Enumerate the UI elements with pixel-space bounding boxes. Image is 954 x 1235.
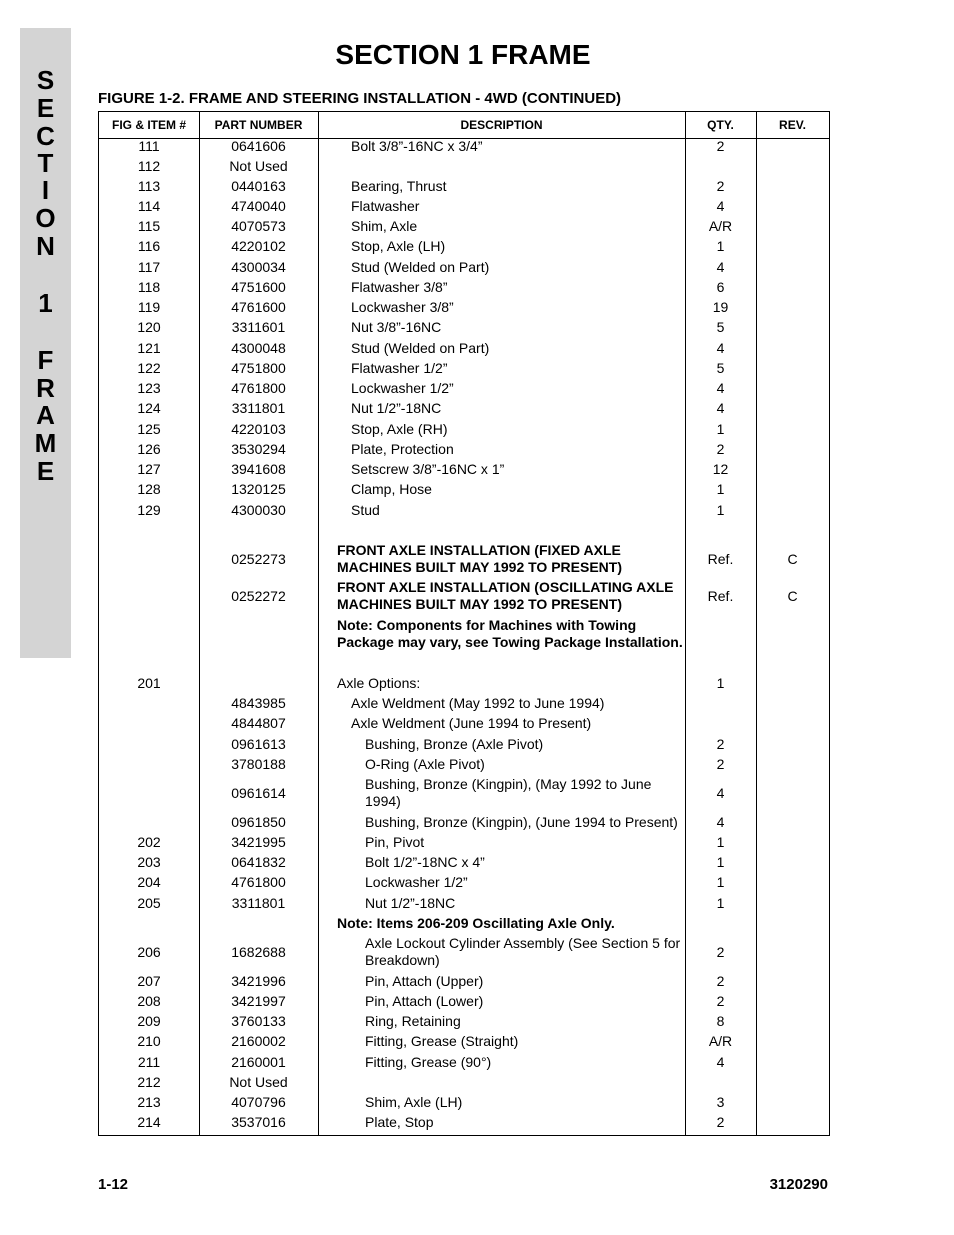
- fig-item-cell: [99, 542, 199, 576]
- side-tab-letter: C: [36, 121, 55, 151]
- description-cell: Plate, Stop: [365, 1114, 434, 1130]
- fig-item-cell: 205: [137, 895, 161, 911]
- description-cell: Lockwasher 1/2”: [351, 380, 454, 396]
- part-number-cell: 4220102: [231, 238, 286, 254]
- fig-item-cell: [99, 756, 199, 773]
- part-number-cell: 4300034: [231, 259, 286, 275]
- fig-item-cell: 210: [137, 1033, 161, 1049]
- part-number-cell: 1682688: [231, 944, 286, 960]
- part-number-cell: 4761800: [231, 380, 286, 396]
- part-number-cell: 4761600: [231, 299, 286, 315]
- side-tab-letter: S: [36, 65, 55, 95]
- qty-cell: 2: [716, 973, 725, 989]
- fig-item-cell: 124: [137, 400, 161, 416]
- part-number-cell: 1320125: [231, 481, 286, 497]
- rev-cell: [756, 400, 829, 417]
- rev-cell: [756, 259, 829, 276]
- fig-item-cell: [99, 814, 199, 831]
- part-number-cell: 4844807: [231, 715, 286, 731]
- fig-item-cell: 126: [137, 441, 161, 457]
- header-rev: REV.: [779, 118, 806, 132]
- rev-cell: C: [787, 588, 798, 604]
- qty-cell: 2: [716, 944, 725, 960]
- fig-item-cell: [99, 915, 199, 932]
- part-number-cell: 4761800: [231, 874, 286, 890]
- fig-item-cell: 208: [137, 993, 161, 1009]
- qty-cell: 4: [716, 259, 725, 275]
- rev-cell: [756, 617, 829, 651]
- rev-cell: [756, 279, 829, 296]
- description-cell: Clamp, Hose: [351, 481, 432, 497]
- part-number-cell: 3421997: [231, 993, 286, 1009]
- fig-item-cell: 112: [137, 158, 161, 174]
- qty-cell: 2: [716, 178, 725, 194]
- qty-cell: 2: [716, 736, 725, 752]
- description-cell: Pin, Attach (Lower): [365, 993, 484, 1009]
- description-cell: Bolt 1/2”-18NC x 4”: [365, 854, 485, 870]
- description-cell: Bolt 3/8”-16NC x 3/4”: [351, 138, 483, 154]
- description-cell: FRONT AXLE INSTALLATION (FIXED AXLE MACHINES BUILT MAY 1992 TO PRESENT): [337, 542, 622, 575]
- part-number-cell: [199, 675, 318, 692]
- figure-title: FIGURE 1-2. FRAME AND STEERING INSTALLATION - 4WD (CONTINUED): [98, 90, 622, 107]
- description-cell: Lockwasher 3/8”: [351, 299, 454, 315]
- rev-cell: [756, 895, 829, 912]
- part-number-cell: 4843985: [231, 695, 286, 711]
- rev-cell: [756, 1074, 829, 1091]
- description-cell: Setscrew 3/8”-16NC x 1”: [351, 461, 505, 477]
- header-qty: QTY.: [707, 118, 734, 132]
- qty-cell: 1: [716, 421, 725, 437]
- part-number-cell: 0252272: [231, 588, 286, 604]
- rev-cell: [756, 854, 829, 871]
- rev-cell: [756, 481, 829, 498]
- rev-cell: [756, 319, 829, 336]
- fig-item-cell: 117: [137, 259, 161, 275]
- description-cell: Bushing, Bronze (Kingpin), (June 1994 to Present): [365, 814, 678, 830]
- section-title: SECTION 1 FRAME: [335, 39, 591, 70]
- description-cell: Axle Weldment (June 1994 to Present): [351, 715, 592, 731]
- parts-table: [98, 111, 830, 1136]
- qty-cell: [685, 715, 756, 732]
- fig-item-cell: [99, 579, 199, 613]
- part-number-cell: 4070573: [231, 218, 286, 234]
- part-number-cell: 3311601: [231, 319, 286, 335]
- description-cell: Stop, Axle (LH): [351, 238, 446, 254]
- part-number-cell: 2160002: [231, 1033, 286, 1049]
- side-tab-letter: E: [36, 93, 55, 123]
- qty-cell: Ref.: [707, 551, 734, 567]
- fig-item-cell: 118: [137, 279, 161, 295]
- fig-item-cell: 204: [137, 874, 161, 890]
- part-number-cell: 3311801: [231, 400, 286, 416]
- fig-item-cell: 114: [137, 198, 161, 214]
- fig-item-cell: 211: [137, 1054, 161, 1070]
- rev-cell: [756, 756, 829, 773]
- rev-cell: [756, 715, 829, 732]
- qty-cell: 2: [716, 993, 725, 1009]
- rev-cell: [756, 1114, 829, 1131]
- fig-item-cell: 122: [137, 360, 161, 376]
- fig-item-cell: 203: [137, 854, 161, 870]
- description-cell: Shim, Axle: [351, 218, 418, 234]
- part-number-cell: Not Used: [229, 158, 288, 174]
- rev-cell: [756, 138, 829, 155]
- qty-cell: 1: [716, 895, 725, 911]
- description-cell: [337, 158, 685, 175]
- qty-cell: 4: [716, 785, 725, 801]
- part-number-cell: 2160001: [231, 1054, 286, 1070]
- qty-cell: Ref.: [707, 588, 734, 604]
- rev-cell: [756, 915, 829, 932]
- description-cell: Bushing, Bronze (Axle Pivot): [365, 736, 544, 752]
- qty-cell: 12: [712, 461, 729, 477]
- description-cell: Fitting, Grease (90°): [365, 1054, 492, 1070]
- part-number-cell: 0641832: [231, 854, 286, 870]
- rev-cell: [756, 238, 829, 255]
- part-number-cell: 3421995: [231, 834, 286, 850]
- rev-cell: [756, 1094, 829, 1111]
- description-cell: Shim, Axle (LH): [365, 1094, 463, 1110]
- qty-cell: [685, 695, 756, 712]
- qty-cell: 4: [716, 1054, 725, 1070]
- fig-item-cell: 113: [137, 178, 161, 194]
- side-tab-letter: E: [36, 456, 55, 486]
- description-cell: Bearing, Thrust: [351, 178, 447, 194]
- part-number-cell: [199, 617, 318, 651]
- part-number-cell: 3941608: [231, 461, 286, 477]
- rev-cell: [756, 380, 829, 397]
- description-cell: Stud (Welded on Part): [351, 340, 490, 356]
- part-number-cell: 4300030: [231, 502, 286, 518]
- part-number-cell: 3537016: [231, 1114, 286, 1130]
- fig-item-cell: [99, 695, 199, 712]
- qty-cell: 2: [716, 138, 725, 154]
- description-cell: FRONT AXLE INSTALLATION (OSCILLATING AXLE MACHINES BUILT MAY 1992 TO PRESENT): [337, 579, 674, 612]
- fig-item-cell: 111: [138, 138, 160, 154]
- side-tab-letter: I: [41, 175, 50, 205]
- description-cell: Flatwasher 3/8”: [351, 279, 448, 295]
- part-number-cell: 0961613: [231, 736, 286, 752]
- description-cell: Axle Weldment (May 1992 to June 1994): [351, 695, 605, 711]
- rev-cell: [756, 973, 829, 990]
- qty-cell: 6: [716, 279, 725, 295]
- rev-cell: [756, 158, 829, 175]
- qty-cell: 19: [712, 299, 729, 315]
- qty-cell: 1: [716, 481, 725, 497]
- side-tab-letter: N: [36, 231, 55, 261]
- fig-item-cell: 125: [137, 421, 161, 437]
- qty-cell: 2: [716, 441, 725, 457]
- rev-cell: [756, 675, 829, 692]
- side-tab-letter: 1: [38, 288, 53, 318]
- qty-cell: 1: [716, 854, 725, 870]
- qty-cell: 5: [716, 360, 725, 376]
- description-cell: Stud (Welded on Part): [351, 259, 490, 275]
- fig-item-cell: 123: [137, 380, 161, 396]
- rev-cell: [756, 993, 829, 1010]
- description-cell: Note: Components for Machines with Towing Package may vary, see Towing Package Installation.: [337, 617, 683, 650]
- description-cell: Axle Lockout Cylinder Assembly (See Section 5 for Breakdown): [365, 935, 681, 968]
- fig-item-cell: [99, 736, 199, 753]
- part-number-cell: 4751600: [231, 279, 286, 295]
- fig-item-cell: 119: [137, 299, 161, 315]
- fig-item-cell: 207: [137, 973, 161, 989]
- part-number-cell: 0641606: [231, 138, 286, 154]
- description-cell: Lockwasher 1/2”: [365, 874, 468, 890]
- fig-item-cell: 202: [137, 834, 161, 850]
- qty-cell: 1: [716, 834, 725, 850]
- rev-cell: [756, 502, 829, 519]
- part-number-cell: 4751800: [231, 360, 286, 376]
- description-cell: Pin, Attach (Upper): [365, 973, 484, 989]
- description-cell: Ring, Retaining: [365, 1013, 461, 1029]
- qty-cell: 4: [716, 814, 725, 830]
- header-part-number: PART NUMBER: [214, 118, 303, 132]
- description-cell: Plate, Protection: [351, 441, 454, 457]
- header-description: DESCRIPTION: [460, 118, 543, 132]
- page-number: 1-12: [98, 1176, 129, 1193]
- rev-cell: [756, 874, 829, 891]
- part-number-cell: 4740040: [231, 198, 286, 214]
- qty-cell: 1: [716, 238, 725, 254]
- fig-item-cell: 206: [137, 944, 161, 960]
- fig-item-cell: 120: [137, 319, 161, 335]
- qty-cell: [685, 915, 756, 932]
- fig-item-cell: 129: [137, 502, 161, 518]
- description-cell: Axle Options:: [337, 675, 421, 691]
- rev-cell: [756, 360, 829, 377]
- qty-cell: 3: [716, 1094, 725, 1110]
- qty-cell: 8: [716, 1013, 725, 1029]
- description-cell: Flatwasher 1/2”: [351, 360, 448, 376]
- fig-item-cell: [99, 617, 199, 651]
- description-cell: Stop, Axle (RH): [351, 421, 448, 437]
- description-cell: Note: Items 206-209 Oscillating Axle Only.: [337, 915, 615, 931]
- description-cell: Fitting, Grease (Straight): [365, 1033, 519, 1049]
- side-tab-letter: R: [36, 373, 55, 403]
- part-number-cell: 3530294: [231, 441, 286, 457]
- rev-cell: [756, 1033, 829, 1050]
- fig-item-cell: 128: [137, 481, 161, 497]
- rev-cell: [756, 299, 829, 316]
- fig-item-cell: 212: [137, 1074, 161, 1090]
- rev-cell: [756, 198, 829, 215]
- part-number-cell: 3311801: [231, 895, 286, 911]
- qty-cell: A/R: [708, 1033, 733, 1049]
- fig-item-cell: 115: [137, 218, 161, 234]
- fig-item-cell: 121: [137, 340, 161, 356]
- side-tab-letter: A: [36, 400, 55, 430]
- description-cell: Flatwasher: [351, 198, 420, 214]
- rev-cell: [756, 461, 829, 478]
- qty-cell: 4: [716, 340, 725, 356]
- part-number-cell: [199, 915, 318, 932]
- rev-cell: [756, 1013, 829, 1030]
- qty-cell: [685, 617, 756, 651]
- rev-cell: [756, 441, 829, 458]
- qty-cell: 2: [716, 1114, 725, 1130]
- fig-item-cell: 209: [137, 1013, 161, 1029]
- rev-cell: [756, 178, 829, 195]
- rev-cell: C: [787, 551, 798, 567]
- side-tab-letter: O: [35, 203, 56, 233]
- description-cell: Pin, Pivot: [365, 834, 425, 850]
- part-number-cell: 3780188: [231, 756, 286, 772]
- rev-cell: [756, 695, 829, 712]
- fig-item-cell: 127: [137, 461, 161, 477]
- part-number-cell: 4220103: [231, 421, 286, 437]
- part-number-cell: 0961614: [231, 785, 286, 801]
- fig-item-cell: [99, 715, 199, 732]
- rev-cell: [756, 1054, 829, 1071]
- document-number: 3120290: [769, 1176, 828, 1193]
- side-tab-letter: M: [34, 428, 57, 458]
- qty-cell: 4: [716, 198, 725, 214]
- qty-cell: 1: [716, 874, 725, 890]
- rev-cell: [756, 935, 829, 969]
- part-number-cell: 3760133: [231, 1013, 286, 1029]
- section-side-tab: [20, 28, 71, 658]
- fig-item-cell: 214: [137, 1114, 161, 1130]
- part-number-cell: 4300048: [231, 340, 286, 356]
- rev-cell: [756, 776, 829, 810]
- qty-cell: 4: [716, 380, 725, 396]
- part-number-cell: Not Used: [229, 1074, 288, 1090]
- description-cell: Bushing, Bronze (Kingpin), (May 1992 to June 1994): [365, 776, 652, 809]
- part-number-cell: 0961850: [231, 814, 286, 830]
- rev-cell: [756, 736, 829, 753]
- description-cell: Stud: [351, 502, 380, 518]
- rev-cell: [756, 421, 829, 438]
- description-cell: Nut 1/2”-18NC: [351, 400, 442, 416]
- header-fig-item: FIG & ITEM #: [111, 118, 186, 132]
- column-divider: [318, 112, 319, 1135]
- description-cell: O-Ring (Axle Pivot): [365, 756, 485, 772]
- description-cell: [337, 1074, 685, 1091]
- rev-cell: [756, 814, 829, 831]
- side-tab-letter: T: [37, 148, 54, 178]
- qty-cell: 2: [716, 756, 725, 772]
- description-cell: Nut 3/8”-16NC: [351, 319, 442, 335]
- rev-cell: [756, 218, 829, 235]
- qty-cell: 4: [716, 400, 725, 416]
- qty-cell: 1: [716, 675, 725, 691]
- part-number-cell: 0440163: [231, 178, 286, 194]
- part-number-cell: 0252273: [231, 551, 286, 567]
- part-number-cell: 3421996: [231, 973, 286, 989]
- qty-cell: A/R: [708, 218, 733, 234]
- qty-cell: [685, 1074, 756, 1091]
- side-tab-letter: F: [37, 345, 54, 375]
- part-number-cell: 4070796: [231, 1094, 286, 1110]
- qty-cell: 5: [716, 319, 725, 335]
- rev-cell: [756, 834, 829, 851]
- fig-item-cell: 201: [137, 675, 161, 691]
- fig-item-cell: [99, 776, 199, 810]
- rev-cell: [756, 340, 829, 357]
- qty-cell: 1: [716, 502, 725, 518]
- fig-item-cell: 213: [137, 1094, 161, 1110]
- description-cell: Nut 1/2”-18NC: [365, 895, 456, 911]
- fig-item-cell: 116: [137, 238, 161, 254]
- qty-cell: [685, 158, 756, 175]
